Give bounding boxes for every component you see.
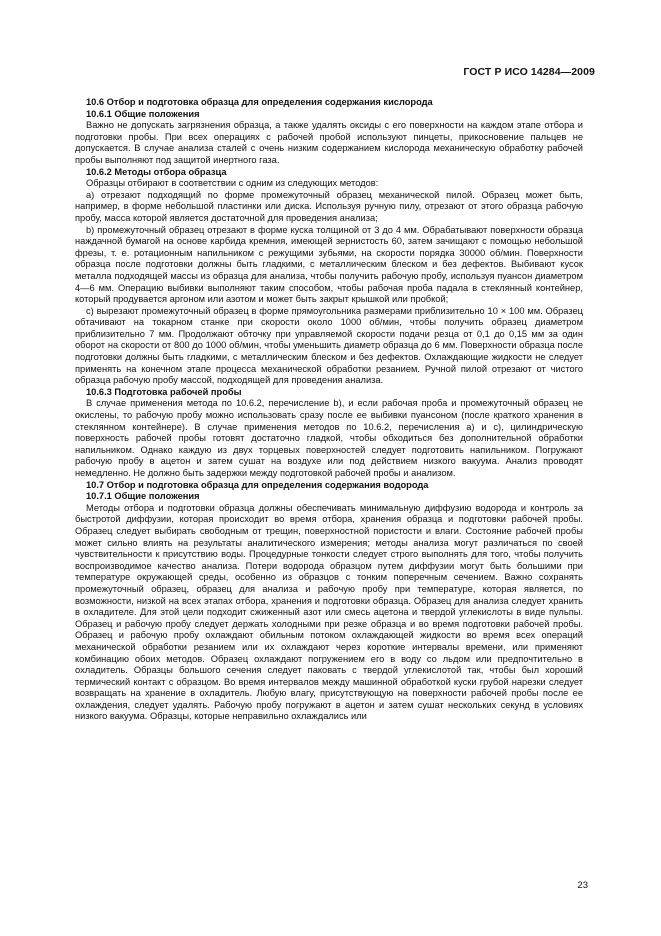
paragraph-10-7-1: Методы отбора и подготовки образца должны обеспечивать минимальную диффузию водорода и контроль за быстротой диффузии, которая происходит во время отбора, хранения образца и подготовки рабочей пробы. Образец следует выбирать свободным от трещин, поверхностной пористости и влаги. Состояние рабочей пробы может сильно влиять на результаты аналитического измерения; методы анализа могут различаться по своей чувствительности к присутствию воды. Процедурные тонкости следует строго выполнять для того, чтобы получить воспроизводимое качество анализа. Потери водорода образцом путем диффузии могут быть большими при температуре окружающей среды, особенно из образцов с тонким поперечным сечением. Важно сохранять промежуточный образец, образец для анализа и рабочую пробу при температуре, которая является, по возможности, низкой на всех этапах отбора, хранения и подготовки образца. Образец для анализа следует хранить в охладителе. Для этой цели подходит сжиженный азот или смесь ацетона и твердой углекислоты в виде пульпы. Образец и рабочую пробу следует держать холодными при резке образца и во время подготовки рабочей пробы. Образец и рабочую пробу охлаждают обильным потоком охлаждающей жидкости во время всех операций механической обработки резанием или их охлаждают через короткие интервалы времени, или применяют комбинацию обоих методов. Образец охлаждают погружением его в воду со льдом или предпочтительно в охладитель. Образцы большого сечения следует паковать с твердой углекислотой так, чтобы был хороший термический контакт с образцом. Во время интервалов между машинной обработкой куски грубой нарезки следует возвращать на хранение в охладитель. Любую влагу, присутствующую на поверхности рабочей пробы после ее охлаждения, следует удалять. Рабочую пробу погружают в ацетон и затем сушат нескольких секунд в условиях низкого вакуума. Образцы, которые неправильно охлаждались или [75, 502, 583, 722]
paragraph-10-6-2-intro: Образцы отбирают в соответствии с одним из следующих методов: [86, 178, 379, 189]
list-item-a: а) отрезают подходящий по форме промежуточный образец механической пилой. Образец может быть, например, в форме небольшой пластинки или диска. Используя ручную пилу, отрезают от этого образца рабочую пробу, масса которой является достаточной для проведения анализа; [75, 189, 583, 223]
section-heading-10-6-1: 10.6.1 Общие положения [86, 108, 200, 119]
page-number: 23 [577, 880, 588, 891]
list-item-b: b) промежуточный образец отрезают в форме куска толщиной от 3 до 4 мм. Обрабатывают поверхности образца наждачной бумагой на основе карбида кремния, имеющей зернистость 60, затем зачищают с помощью небольшой фрезы, т. е. ротационным напильником с режущими зубьями, на скорости порядка 30000 об/мин. Поверхности образца после подготовки должны быть гладкими, с металлическим блеском и без дефектов. Выбивают кусок металла подходящей массы из образца для анализа, чтобы получить рабочую пробу, используя пуансон диаметром 4—6 мм. Операцию выбивки выполняют таким способом, чтобы рабочая проба падала в стеклянный контейнер, который продувается аргоном или азотом и может быть закрыт крышкой или пробкой; [75, 224, 583, 305]
paragraph-10-6-3: В случае применения метода по 10.6.2, перечисление b), и если рабочая проба и промежуточный образец не окислены, то рабочую пробу можно использовать сразу после ее выбивки пуансоном (после краткого хранения в стеклянном контейнере). В случае применения методов по 10.6.2, перечисления а) и с), цилиндрическую поверхность рабочей пробы готовят достаточно гладкой, чтобы обходиться без дополнительной обработки напильником. Однако каждую из двух торцевых поверхностей следует подготовить напильником. Погружают рабочую пробу в ацетон и затем сушат на воздухе или под действием низкого вакуума. Анализ проводят немедленно. Не должно быть задержки между подготовкой рабочей пробы и анализом. [75, 398, 583, 478]
standard-header: ГОСТ Р ИСО 14284—2009 [463, 66, 595, 78]
section-heading-10-7-1: 10.7.1 Общие положения [86, 491, 200, 502]
section-heading-10-6-3: 10.6.3 Подготовка рабочей пробы [86, 386, 242, 397]
paragraph-10-6-1: Важно не допускать загрязнения образца, а также удалять оксиды с его поверхности на каждом этапе отбора и подготовки пробы. При всех операциях с рабочей пробой используют пинцеты, прикосновение пальцев не допускается. В случае анализа сталей с очень низким содержанием кислорода механическую обработку рабочей пробы выполняют под защитой инертного газа. [75, 120, 583, 165]
section-heading-10-7: 10.7 Отбор и подготовка образца для определения содержания водорода [86, 479, 429, 490]
list-item-c: с) вырезают промежуточный образец в форме прямоугольника размерами приблизительно 10 × 100 мм. Образец обтачивают на токарном станке при скорости около 1000 об/мин, чтобы получить образец диаметром приблизительно 7 мм. Продолжают обточку при управляемой скорости подачи резца от 0,1 до 0,15 мм за один оборот на скорости от 800 до 1000 об/мин, чтобы уменьшить диаметр образца до 6 мм. Поверхности образца после подготовки должны быть гладкими, с металлическим блеском и без дефектов. Охлаждающие жидкости не следует применять на конечном этапе процесса механической обработки резанием. Ручной пилой отрезают от чистого образца рабочую пробу массой, подходящей для проведения анализа. [75, 305, 583, 386]
section-heading-10-6-2: 10.6.2 Методы отбора образца [86, 166, 227, 177]
document-body [75, 97, 583, 723]
section-heading-10-6: 10.6 Отбор и подготовка образца для определения содержания кислорода [86, 97, 433, 107]
